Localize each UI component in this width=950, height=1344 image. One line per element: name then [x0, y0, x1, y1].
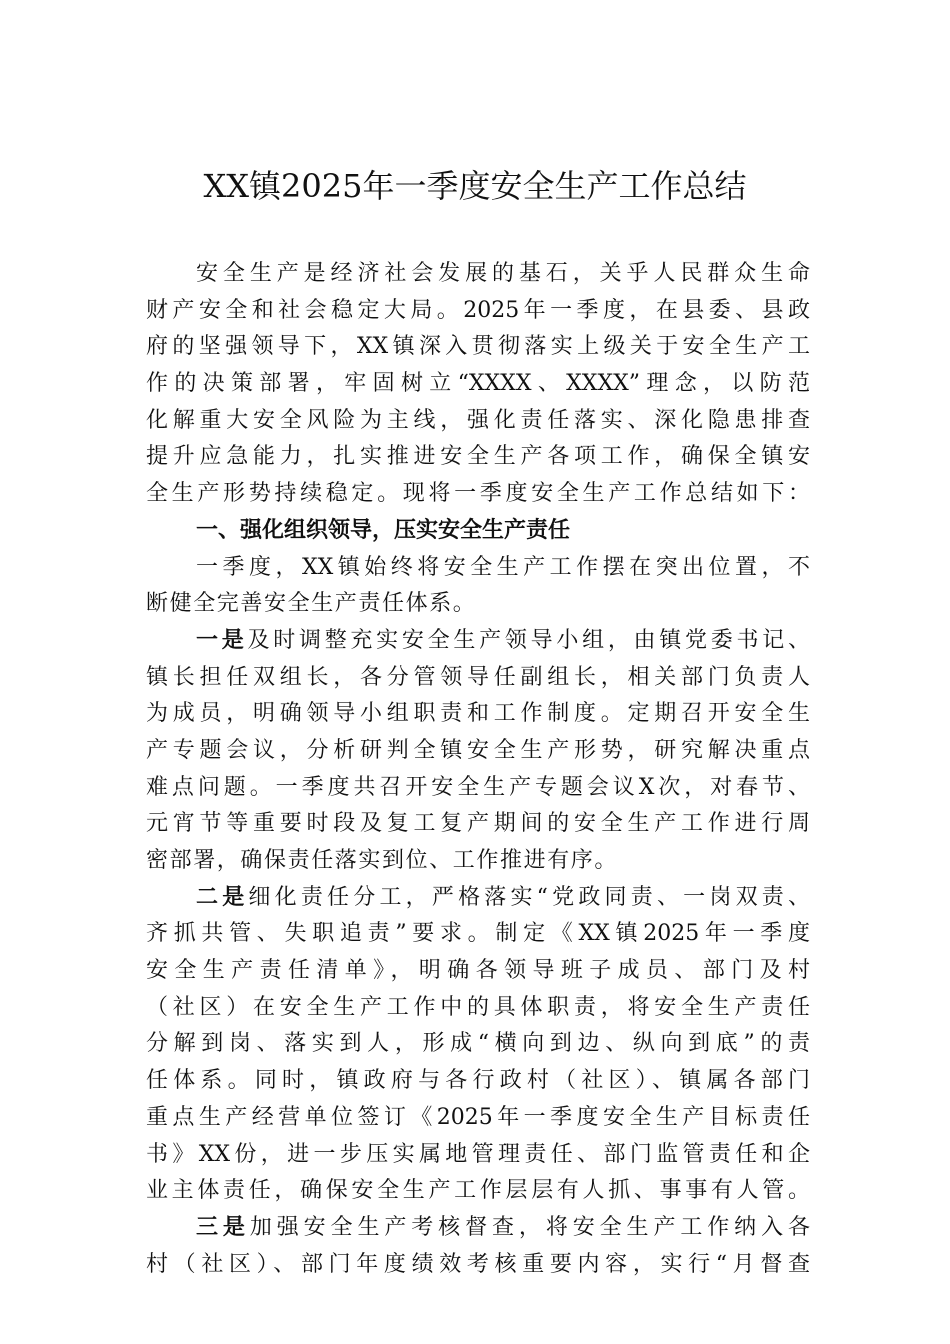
paragraph-line: 安全生产是经济社会发展的基石，关乎人民群众生命 — [196, 261, 810, 286]
paragraph-line: （社区）在安全生产工作中的具体职责，将安全生产责任 — [146, 994, 810, 1020]
point-first-line — [146, 880, 810, 917]
paragraph-line: 断健全完善安全生产责任体系。 — [146, 591, 477, 617]
paragraph-line: 一季度，XX镇始终将安全生产工作摆在突出位置，不 — [196, 554, 810, 580]
document-body — [146, 256, 810, 1283]
point-text: 及时调整充实安全生产领导小组，由镇党委书记、 — [247, 627, 810, 653]
paragraph-line: 元宵节等重要时段及复工复产期间的安全生产工作进行周 — [146, 811, 810, 837]
paragraph-line: 村（社区）、部门年度绩效考核重要内容，实行“月督查 — [146, 1251, 810, 1277]
paragraph-line: 齐抓共管、失职追责”要求。制定《XX镇2025年一季度 — [146, 921, 810, 947]
paragraph-line: 业主体责任，确保安全生产工作层层有人抓、事事有人管。 — [146, 1178, 810, 1204]
paragraph-line: 作的决策部署，牢固树立“XXXX、XXXX”理念，以防范 — [146, 371, 810, 397]
paragraph-line: 为成员，明确领导小组职责和工作制度。定期召开安全生 — [146, 701, 810, 727]
point-text: 加强安全生产考核督查，将安全生产工作纳入各 — [249, 1214, 810, 1240]
paragraph-line: 全生产形势持续稳定。现将一季度安全生产工作总结如下： — [146, 481, 810, 507]
point-lead: 三是 — [196, 1214, 250, 1240]
paragraph-line: 密部署，确保责任落实到位、工作推进有序。 — [146, 848, 619, 873]
paragraph-line: 书》XX份，进一步压实属地管理责任、部门监管责任和企 — [146, 1141, 810, 1167]
paragraph-line: 安全生产责任清单》，明确各领导班子成员、部门及村 — [146, 958, 810, 984]
point-lead: 一是 — [196, 627, 248, 653]
point-lead: 二是 — [196, 884, 249, 910]
paragraph-line: 分解到岗、落实到人，形成“横向到边、纵向到底”的责 — [146, 1031, 810, 1057]
section-heading: 一、强化组织领导，压实安全生产责任 — [196, 517, 571, 543]
paragraph-line: 难点问题。一季度共召开安全生产专题会议X次，对春节、 — [146, 774, 810, 800]
paragraph-line: 镇长担任双组长，各分管领导任副组长，相关部门负责人 — [146, 664, 810, 690]
paragraph-line: 财产安全和社会稳定大局。2025年一季度，在县委、县政 — [146, 297, 810, 323]
paragraph-line: 化解重大安全风险为主线，强化责任落实、深化隐患排查 — [146, 407, 810, 433]
document-title: XX镇2025年一季度安全生产工作总结 — [203, 167, 747, 205]
point-first-line — [146, 623, 810, 660]
paragraph-line: 府的坚强领导下，XX镇深入贯彻落实上级关于安全生产工 — [146, 334, 810, 360]
paragraph-line: 任体系。同时，镇政府与各行政村（社区）、镇属各部门 — [146, 1068, 810, 1094]
point-first-line — [146, 1210, 810, 1247]
point-text: 细化责任分工，严格落实“党政同责、一岗双责、 — [248, 884, 810, 910]
paragraph-line: 重点生产经营单位签订《2025年一季度安全生产目标责任 — [146, 1104, 810, 1130]
paragraph-line: 产专题会议，分析研判全镇安全生产形势，研究解决重点 — [146, 737, 810, 763]
paragraph-line: 提升应急能力，扎实推进安全生产各项工作，确保全镇安 — [146, 444, 810, 470]
